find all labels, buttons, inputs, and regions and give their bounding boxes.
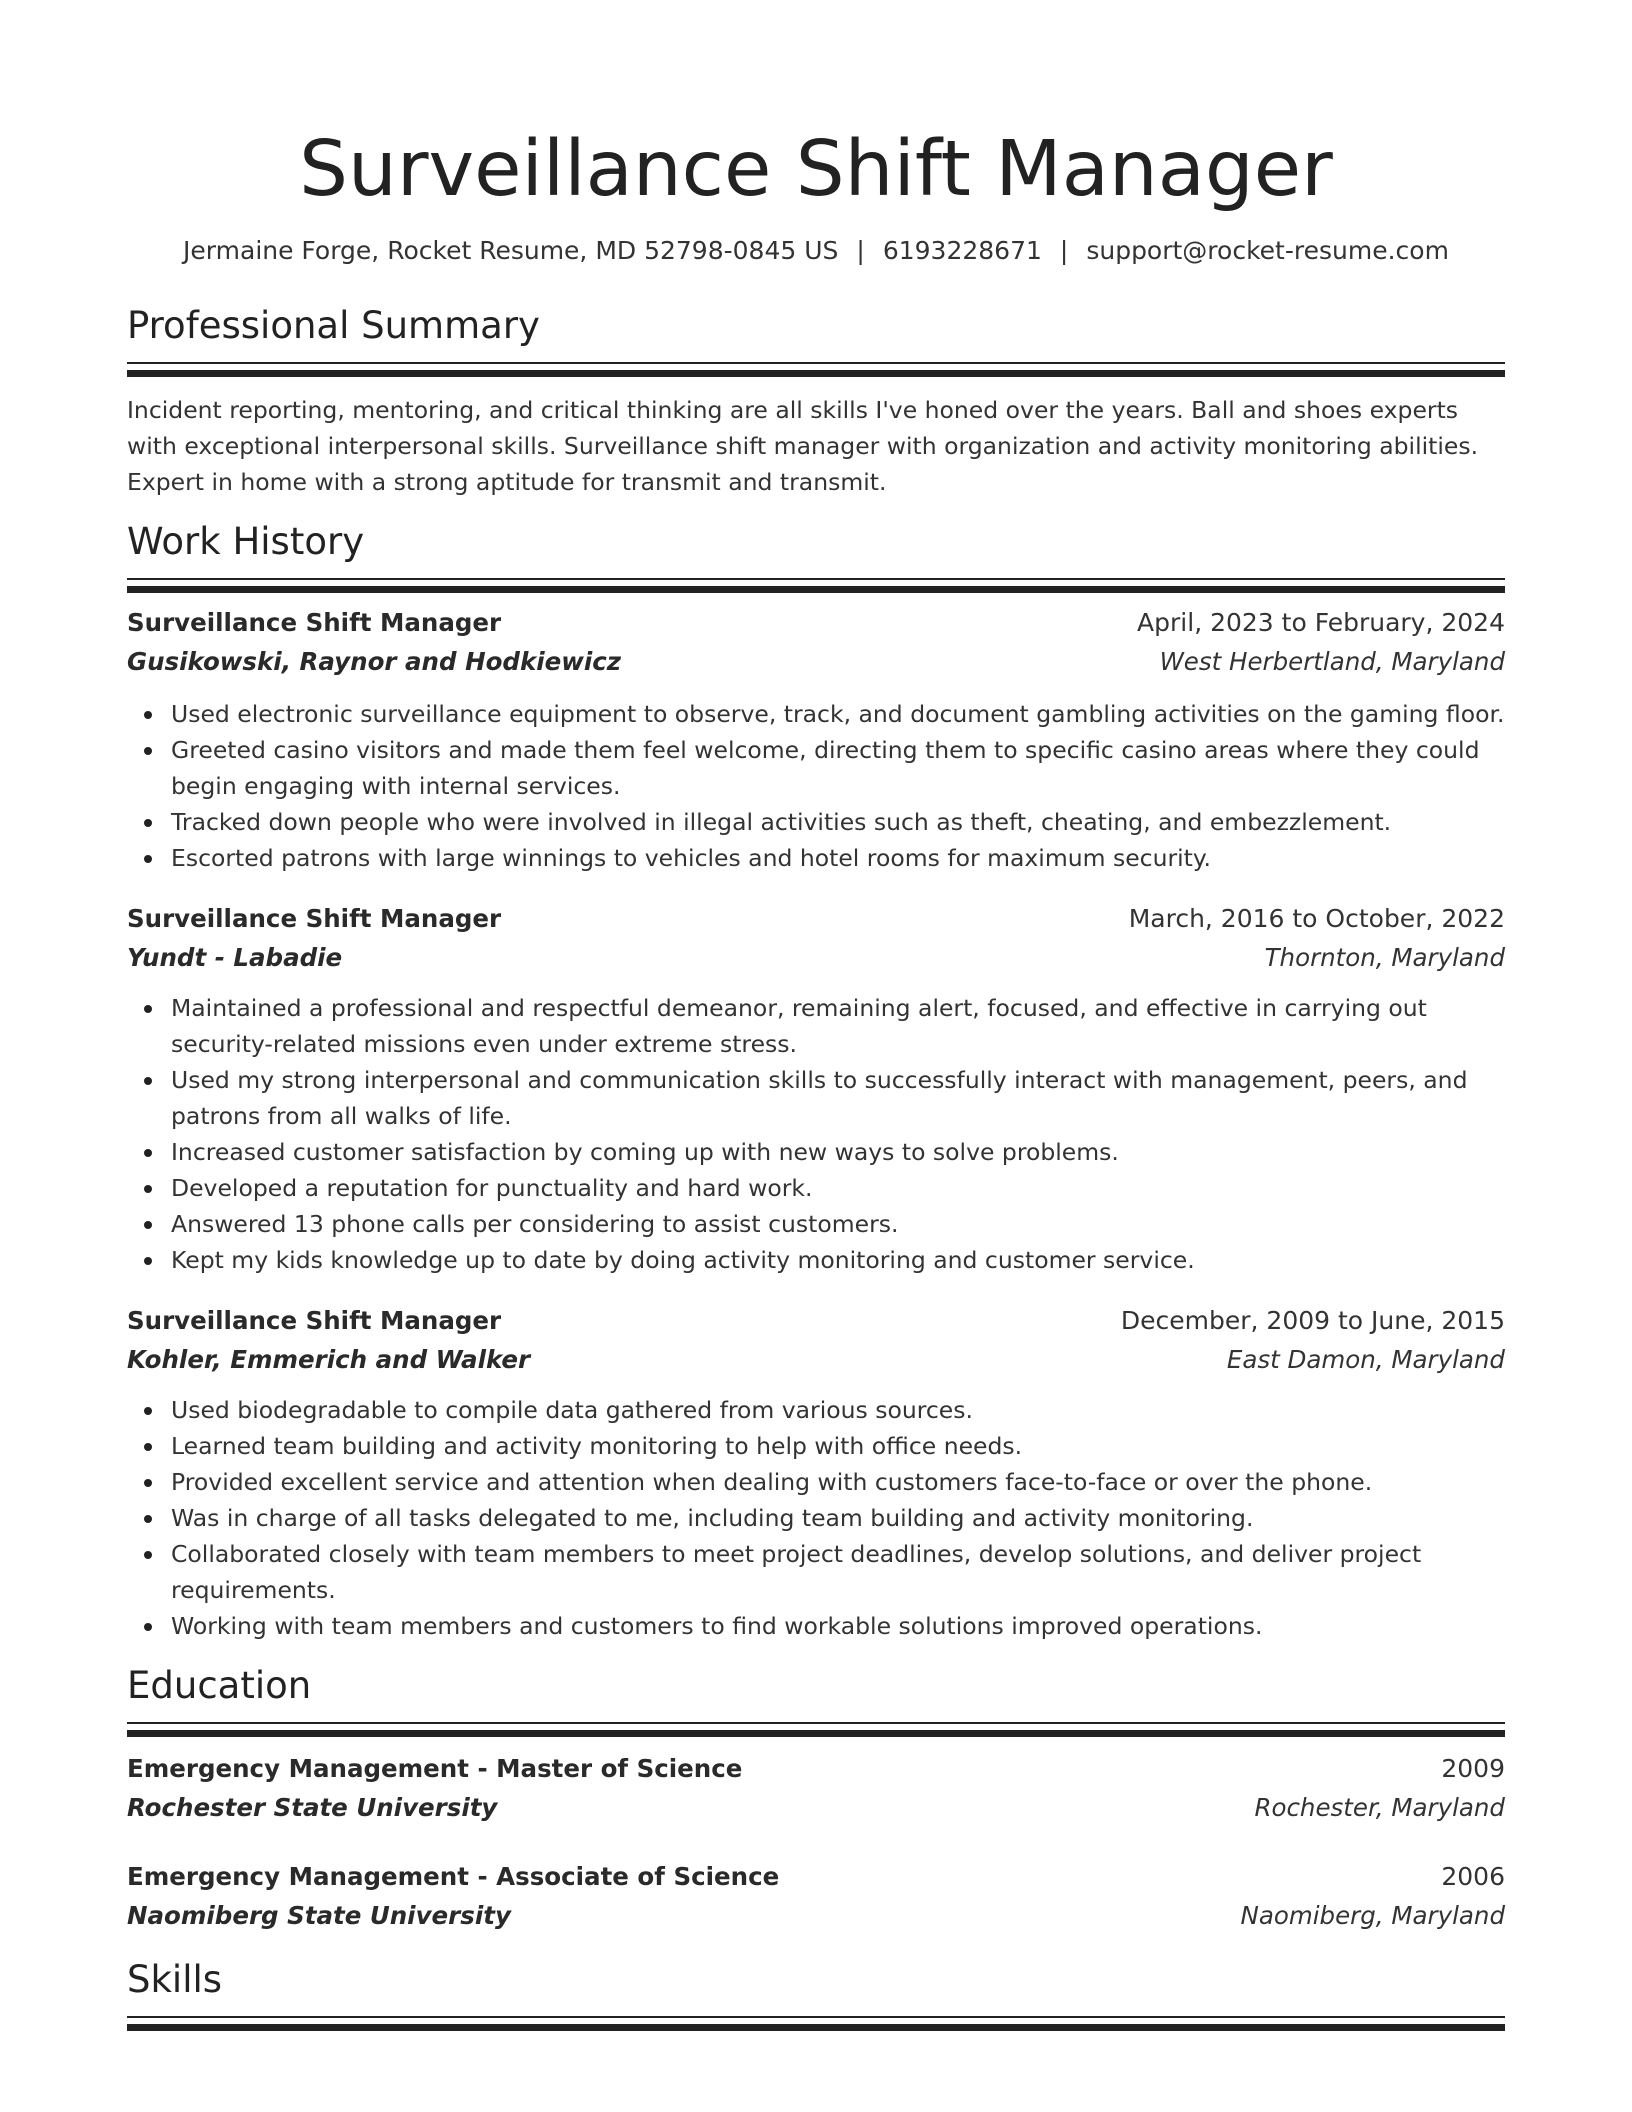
- summary-text: Incident reporting, mentoring, and critical thinking are all skills I've honed over the years. Ball and shoes experts with exceptional interpersonal skills. Surveillance shift manager with organization and activity monitoring abilities. Expert in home with a strong aptitude for transmit and transmit.: [127, 396, 1479, 496]
- job-bullet: Answered 13 phone calls per considering to assist customers.: [171, 1206, 1505, 1242]
- job-company: Yundt - Labadie: [127, 943, 343, 972]
- school-location: Rochester, Maryland: [1254, 1793, 1505, 1822]
- job-location: East Damon, Maryland: [1226, 1345, 1505, 1374]
- section-heading-skills: Skills: [127, 1958, 223, 2001]
- contact-email: support@rocket-resume.com: [1086, 236, 1449, 265]
- section-heading-summary: Professional Summary: [127, 304, 540, 347]
- job-location: West Herbertland, Maryland: [1159, 647, 1505, 676]
- job-bullet: Was in charge of all tasks delegated to me, including team building and activity monitoring.: [171, 1500, 1505, 1536]
- job-bullet: Used electronic surveillance equipment to observe, track, and document gambling activities on the gaming floor.: [171, 696, 1505, 732]
- school-name: Naomiberg State University: [127, 1901, 511, 1930]
- job-bullet: Used my strong interpersonal and communication skills to successfully interact with management, peers, and patrons from all walks of life.: [171, 1062, 1505, 1134]
- contact-address: Jermaine Forge, Rocket Resume, MD 52798-0845 US: [183, 236, 839, 265]
- section-heading-education: Education: [127, 1664, 312, 1707]
- contact-phone: 6193228671: [882, 236, 1042, 265]
- contact-line: [127, 234, 1505, 268]
- degree: Emergency Management - Associate of Science: [127, 1862, 780, 1891]
- job-bullet: Learned team building and activity monitoring to help with office needs.: [171, 1428, 1505, 1464]
- job-dates: April, 2023 to February, 2024: [1137, 608, 1505, 637]
- job-bullet: Working with team members and customers to find workable solutions improved operations.: [171, 1608, 1505, 1644]
- graduation-year: 2009: [1441, 1754, 1505, 1783]
- job-bullet: Kept my kids knowledge up to date by doing activity monitoring and customer service.: [171, 1242, 1505, 1278]
- job-bullet: Collaborated closely with team members to meet project deadlines, develop solutions, and deliver project requirements.: [171, 1536, 1505, 1608]
- education-entry: [127, 1750, 1505, 1828]
- section-divider: [127, 362, 1505, 378]
- job-dates: March, 2016 to October, 2022: [1128, 904, 1505, 933]
- contact-separator: |: [856, 236, 865, 265]
- job-bullet: Greeted casino visitors and made them feel welcome, directing them to specific casino areas where they could begin engaging with internal services.: [171, 732, 1505, 804]
- job-bullet-list: [127, 696, 1505, 876]
- job-location: Thornton, Maryland: [1264, 943, 1505, 972]
- contact-separator: |: [1059, 236, 1069, 265]
- job-bullet: Used biodegradable to compile data gathered from various sources.: [171, 1392, 1505, 1428]
- job-entry: [127, 1302, 1505, 1644]
- job-bullet: Tracked down people who were involved in illegal activities such as theft, cheating, and embezzlement.: [171, 804, 1505, 840]
- section-divider: [127, 2016, 1505, 2032]
- job-bullet: Provided excellent service and attention when dealing with customers face-to-face or over the phone.: [171, 1464, 1505, 1500]
- job-entry: [127, 604, 1505, 876]
- degree: Emergency Management - Master of Science: [127, 1754, 743, 1783]
- job-bullet-list: [127, 990, 1505, 1278]
- section-divider: [127, 578, 1505, 594]
- job-bullet: Developed a reputation for punctuality and hard work.: [171, 1170, 1505, 1206]
- summary-section: [127, 302, 1505, 500]
- job-company: Gusikowski, Raynor and Hodkiewicz: [127, 647, 622, 676]
- work-history-section: [127, 518, 1505, 1644]
- education-entry: [127, 1858, 1505, 1936]
- job-title: Surveillance Shift Manager: [127, 608, 502, 637]
- job-title: Surveillance Shift Manager: [127, 904, 502, 933]
- school-name: Rochester State University: [127, 1793, 498, 1822]
- job-bullet: Increased customer satisfaction by coming up with new ways to solve problems.: [171, 1134, 1505, 1170]
- skills-section: [127, 1956, 1505, 2032]
- job-entry: [127, 900, 1505, 1278]
- school-location: Naomiberg, Maryland: [1240, 1901, 1505, 1930]
- job-title: Surveillance Shift Manager: [127, 1306, 502, 1335]
- job-bullet: Escorted patrons with large winnings to vehicles and hotel rooms for maximum security.: [171, 840, 1505, 876]
- education-section: [127, 1662, 1505, 1936]
- graduation-year: 2006: [1441, 1862, 1505, 1891]
- job-company: Kohler, Emmerich and Walker: [127, 1345, 531, 1374]
- section-divider: [127, 1722, 1505, 1738]
- section-heading-work-history: Work History: [127, 520, 365, 563]
- job-dates: December, 2009 to June, 2015: [1120, 1306, 1505, 1335]
- job-bullet: Maintained a professional and respectful demeanor, remaining alert, focused, and effective in carrying out security-related missions even under extreme stress.: [171, 990, 1505, 1062]
- job-bullet-list: [127, 1392, 1505, 1644]
- resume-title: Surveillance Shift Manager: [299, 125, 1333, 214]
